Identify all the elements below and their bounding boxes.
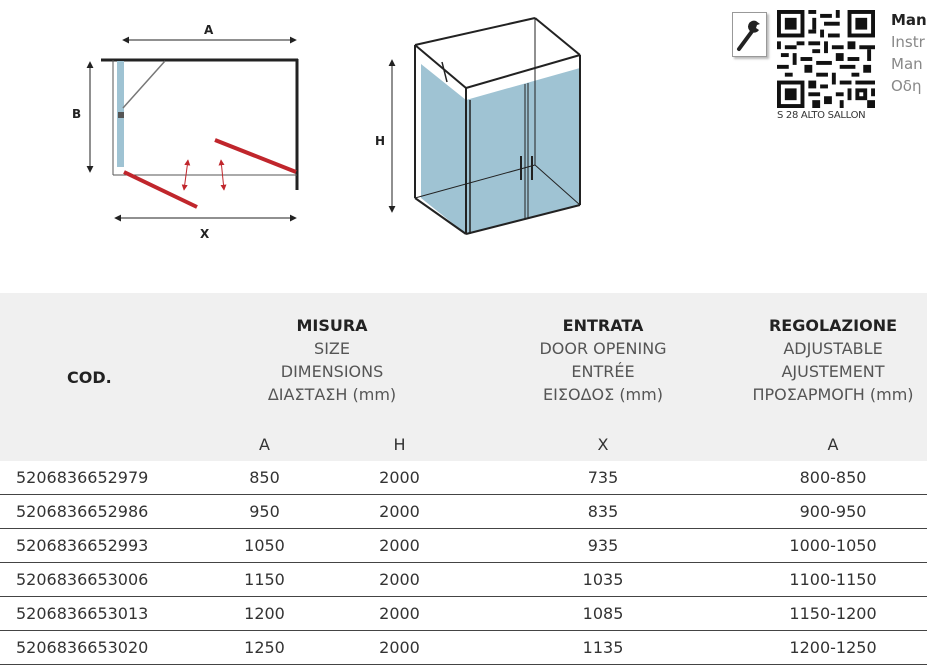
entry-title: ENTRATA <box>562 316 644 335</box>
plan-view-diagram <box>72 23 298 241</box>
manual-title[interactable]: Man <box>891 11 927 29</box>
manual-line[interactable]: Οδη <box>891 77 922 95</box>
code-header: COD. <box>0 293 197 461</box>
size-h-cell: 2000 <box>332 597 467 631</box>
dimension-h-label: H <box>375 134 386 148</box>
door-opening-cell: 1035 <box>467 563 739 597</box>
entry-header: ENTRATA DOOR OPENING ENTRÉE ΕΙΣΟΔΟΣ (mm) <box>467 293 739 427</box>
manual-line[interactable]: Instr <box>891 33 925 51</box>
size-a-cell: 850 <box>197 461 332 495</box>
adjustment-cell: 900-950 <box>739 495 927 529</box>
dimension-a-label: A <box>204 23 214 37</box>
adjust-header: REGOLAZIONE ADJUSTABLE AJUSTEMENT ΠΡΟΣΑΡΜΟΓΗ (mm) <box>739 293 927 427</box>
table-row <box>0 461 927 495</box>
size-header: MISURA SIZE DIMENSIONS ΔΙΑΣΤΑΣΗ (mm) <box>197 293 467 427</box>
dimension-b-label: B <box>72 107 82 121</box>
table-row <box>0 529 927 563</box>
product-code-cell: 5206836652986 <box>0 495 197 529</box>
qr-caption: S 28 ALTO SALLON <box>777 110 866 121</box>
manual-line[interactable]: Man <box>891 55 923 73</box>
door-opening-cell: 1085 <box>467 597 739 631</box>
qr-code-icon[interactable] <box>777 10 875 108</box>
size-h-cell: 2000 <box>332 631 467 665</box>
size-a-cell: 1050 <box>197 529 332 563</box>
shower-diagrams <box>0 0 700 290</box>
size-title: MISURA <box>296 316 368 335</box>
adjust-title: REGOLAZIONE <box>768 316 898 335</box>
door-opening-cell: 935 <box>467 529 739 563</box>
size-h-cell: 2000 <box>332 529 467 563</box>
door-opening-cell: 735 <box>467 461 739 495</box>
table-row <box>0 597 927 631</box>
product-code-cell: 5206836652993 <box>0 529 197 563</box>
size-a-cell: 1200 <box>197 597 332 631</box>
wrench-icon[interactable] <box>732 12 767 57</box>
sub-header-x: X <box>467 427 739 461</box>
sub-header-h: H <box>332 427 467 461</box>
adjustment-cell: 800-850 <box>739 461 927 495</box>
size-h-cell: 2000 <box>332 461 467 495</box>
size-h-cell: 2000 <box>332 563 467 597</box>
adjustment-cell: 1000-1050 <box>739 529 927 563</box>
product-code-cell: 5206836652979 <box>0 461 197 495</box>
table-row <box>0 631 927 665</box>
size-a-cell: 1150 <box>197 563 332 597</box>
table-row <box>0 563 927 597</box>
size-a-cell: 1250 <box>197 631 332 665</box>
door-right <box>215 140 296 172</box>
side-glass-panel <box>421 64 466 234</box>
dimension-x-label: X <box>200 227 210 241</box>
spec-table <box>0 293 927 665</box>
size-a-cell: 950 <box>197 495 332 529</box>
door-opening-cell: 1135 <box>467 631 739 665</box>
sub-header-a: A <box>197 427 332 461</box>
support-bar <box>123 61 165 108</box>
adjustment-cell: 1200-1250 <box>739 631 927 665</box>
table-row <box>0 495 927 529</box>
perspective-view-diagram <box>375 18 580 234</box>
door-opening-cell: 835 <box>467 495 739 529</box>
product-code-cell: 5206836653013 <box>0 597 197 631</box>
manual-links[interactable] <box>891 9 927 97</box>
adjustment-cell: 1150-1200 <box>739 597 927 631</box>
adjustment-cell: 1100-1150 <box>739 563 927 597</box>
product-code-cell: 5206836653020 <box>0 631 197 665</box>
size-h-cell: 2000 <box>332 495 467 529</box>
product-code-cell: 5206836653006 <box>0 563 197 597</box>
sub-header-adj: A <box>739 427 927 461</box>
